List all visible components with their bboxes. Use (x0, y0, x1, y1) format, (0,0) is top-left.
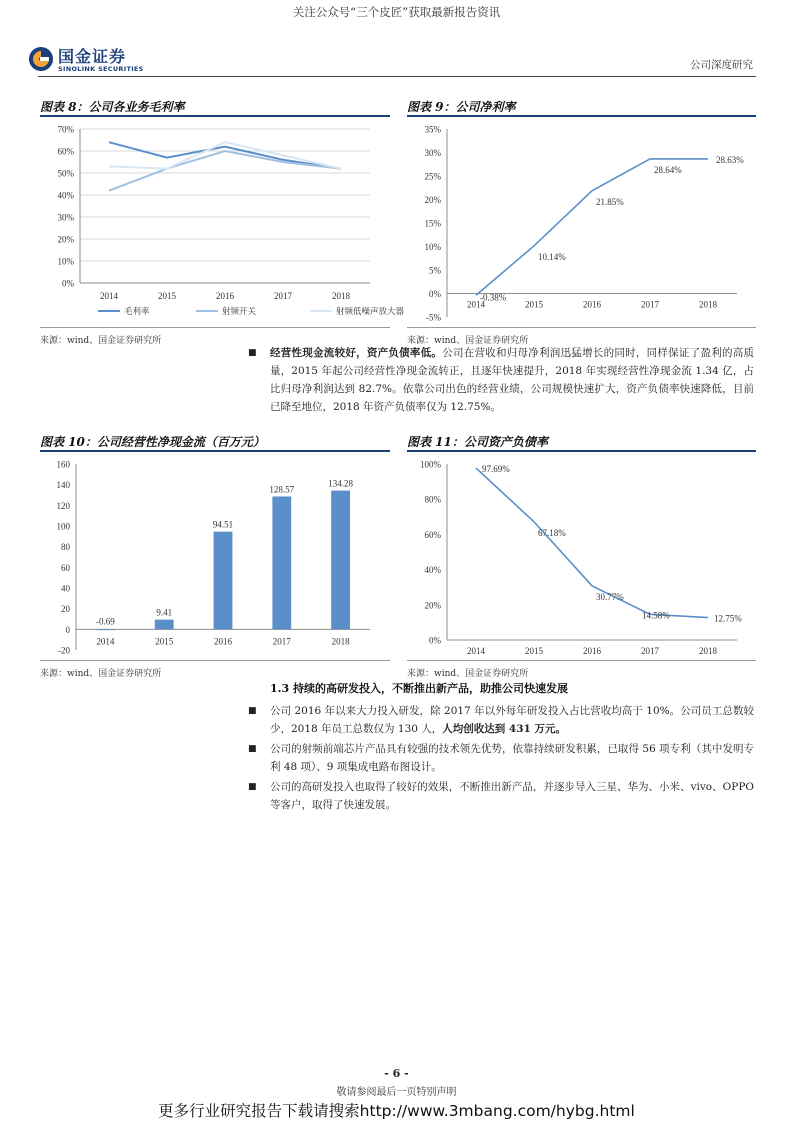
fig8-chart (40, 117, 405, 328)
data-label: 134.28 (328, 478, 353, 489)
data-label: 21.85% (596, 196, 624, 207)
x-tick-label: 2014 (96, 636, 115, 647)
rd-bullet-2 (248, 740, 754, 776)
y-tick-label: 40% (57, 190, 74, 201)
series-line (476, 159, 708, 295)
y-tick-label: 25% (424, 171, 441, 182)
y-tick-label: 15% (424, 218, 441, 229)
data-label: 28.64% (654, 164, 682, 175)
y-tick-label: 140 (56, 480, 70, 491)
y-tick-label: 0% (62, 278, 74, 289)
bar (331, 491, 350, 630)
promo-link[interactable]: 更多行业研究报告下载请搜索http://www.3mbang.com/hybg.html (158, 1102, 635, 1120)
fig11-source: 来源：wind、国金证券研究所 (407, 669, 529, 679)
header-divider (38, 76, 756, 77)
y-tick-label: 0% (429, 635, 441, 646)
cashflow-paragraph (248, 344, 755, 416)
fig9-source: 来源：wind、国金证券研究所 (407, 336, 529, 346)
y-tick-label: -20 (58, 645, 70, 656)
top-banner: 关注公众号“三个皮匠”获取最新报告资讯 (292, 5, 501, 19)
y-tick-label: 60% (424, 529, 441, 540)
data-label: -0.69 (96, 616, 115, 627)
bullet-icon: ■ (248, 348, 257, 358)
y-tick-label: 0 (65, 624, 70, 635)
fig9-title: 图表 9：公司净利率 (407, 97, 756, 117)
y-tick-label: 120 (56, 500, 70, 511)
y-tick-label: 60% (57, 146, 74, 157)
fig11-title: 图表 11：公司资产负债率 (407, 432, 756, 452)
x-tick-label: 2017 (272, 636, 291, 647)
fig11-chart (407, 452, 756, 661)
data-label: 14.58% (642, 610, 670, 621)
series-line (476, 468, 708, 617)
y-tick-label: 100% (420, 459, 441, 470)
x-tick-label: 2016 (214, 636, 232, 647)
y-tick-label: 10% (57, 256, 74, 267)
rd-bullet-1-text: 公司 2016 年以来大力投入研发，除 2017 年以外每年研发投入占比营收均高于 10%。公司员工总数较少，2018 年员工总数仅为 130 人， (270, 705, 754, 735)
fig8-title: 图表 8：公司各业务毛利率 (40, 97, 390, 117)
data-label: 97.69% (482, 464, 510, 475)
company-logo (28, 44, 148, 76)
x-tick-label: 2018 (699, 646, 717, 656)
bullet-icon: ■ (248, 744, 257, 754)
fig10-source: 来源：wind、国金证券研究所 (40, 669, 162, 679)
x-tick-label: 2017 (274, 291, 292, 301)
x-tick-label: 2018 (331, 636, 350, 647)
fig9-chart (407, 117, 756, 328)
y-tick-label: 80 (61, 542, 70, 553)
data-label: 94.51 (212, 519, 234, 530)
legend-label: 射频开关 (222, 306, 257, 316)
y-tick-label: 160 (56, 459, 70, 470)
y-tick-label: 40 (61, 583, 70, 594)
data-label: 9.41 (156, 607, 173, 618)
rd-bullet-1-bold: 人均创收达到 431 万元。 (442, 723, 567, 735)
data-label: -0.38% (480, 292, 507, 303)
logo-text-cn: 国金证券 (58, 47, 127, 66)
disclaimer: 敬请参阅最后一页特别声明 (336, 1087, 457, 1098)
y-tick-label: 40% (424, 565, 441, 576)
legend-label: 毛利率 (124, 306, 150, 316)
logo-text-en: SINOLINK SECURITIES (58, 65, 144, 73)
y-tick-label: 10% (424, 242, 441, 252)
cashflow-lead: 经营性现金流较好，资产负债率低。 (270, 347, 443, 359)
y-tick-label: 20% (424, 600, 441, 611)
x-tick-label: 2015 (158, 291, 176, 301)
x-tick-label: 2018 (699, 299, 717, 310)
y-tick-label: 35% (424, 124, 441, 135)
x-tick-label: 2014 (467, 646, 485, 656)
report-type: 公司深度研究 (690, 59, 753, 71)
y-tick-label: 60 (61, 562, 70, 573)
y-tick-label: 30% (57, 212, 74, 223)
fig8-source: 来源：wind、国金证券研究所 (40, 336, 162, 346)
series-line (109, 151, 341, 191)
x-tick-label: 2015 (525, 646, 543, 656)
y-tick-label: 0% (429, 289, 441, 299)
y-tick-label: -5% (426, 312, 441, 323)
bar (155, 620, 174, 630)
x-tick-label: 2016 (583, 299, 601, 310)
page-number: - 6 - (384, 1067, 409, 1080)
logo-mark-icon (28, 46, 54, 72)
y-tick-label: 20 (61, 604, 70, 615)
y-tick-label: 5% (429, 265, 441, 276)
y-tick-label: 100 (56, 521, 70, 532)
y-tick-label: 20% (424, 195, 441, 205)
fig10-title: 图表 10：公司经营性净现金流（百万元） (40, 432, 390, 452)
bullet-icon: ■ (248, 782, 257, 792)
y-tick-label: 70% (57, 124, 74, 135)
x-tick-label: 2018 (332, 291, 350, 301)
x-tick-label: 2015 (155, 636, 174, 647)
x-tick-label: 2016 (216, 291, 234, 301)
y-tick-label: 80% (424, 494, 441, 505)
data-label: 30.77% (596, 591, 624, 602)
bar (272, 496, 291, 629)
x-tick-label: 2017 (641, 299, 659, 310)
bar (214, 532, 233, 630)
fig10-chart (40, 452, 390, 661)
rd-bullet-2-text: 公司的射频前端芯片产品具有较强的技术领先优势，依靠持续研发积累，已取得 56 项专利（其中发明专利 48 项）、9 项集成电路布图设计。 (270, 743, 754, 773)
section-title: 1.3 持续的高研发投入，不断推出新产品，助推公司快速发展 (270, 682, 568, 695)
data-label: 12.75% (714, 613, 742, 624)
bullet-icon: ■ (248, 706, 257, 716)
data-label: 67.18% (538, 527, 566, 538)
rd-bullet-1 (248, 702, 754, 738)
x-tick-label: 2016 (583, 646, 601, 656)
y-tick-label: 50% (57, 168, 74, 179)
data-label: 128.57 (269, 484, 295, 495)
legend-label: 射频低噪声放大器 (336, 306, 405, 316)
x-tick-label: 2015 (525, 299, 543, 310)
bar (96, 629, 115, 630)
x-tick-label: 2014 (467, 299, 485, 310)
rd-bullet-3-text: 公司的高研发投入也取得了较好的效果，不断推出新产品，并逐步导入三星、华为、小米、vivo、OPPO 等客户，取得了快速发展。 (270, 781, 754, 811)
fig9-svg (407, 117, 756, 327)
x-tick-label: 2017 (641, 646, 659, 656)
fig10-svg (40, 452, 390, 660)
data-label: 10.14% (538, 251, 566, 262)
y-tick-label: 20% (57, 234, 74, 245)
data-label: 28.63% (716, 154, 744, 165)
fig11-svg (407, 452, 756, 660)
y-tick-label: 30% (424, 148, 441, 158)
cashflow-body: 公司在营收和归母净利润迅猛增长的同时，同样保证了盈利的高质量，2015 年起公司经营性净现金流转正，且逐年快速提升，2018 年实现经营性净现金流 1.34 亿，占比归母净利润达到 82.7%。依靠公司出色的经营业绩，公司规模快速扩大，资产负债率快速降低，目前已降至地位，2018 年资产负债率仅为 12.75%。 (270, 347, 755, 413)
rd-bullet-3 (248, 778, 754, 814)
x-tick-label: 2014 (100, 291, 118, 301)
fig8-svg (40, 117, 405, 327)
